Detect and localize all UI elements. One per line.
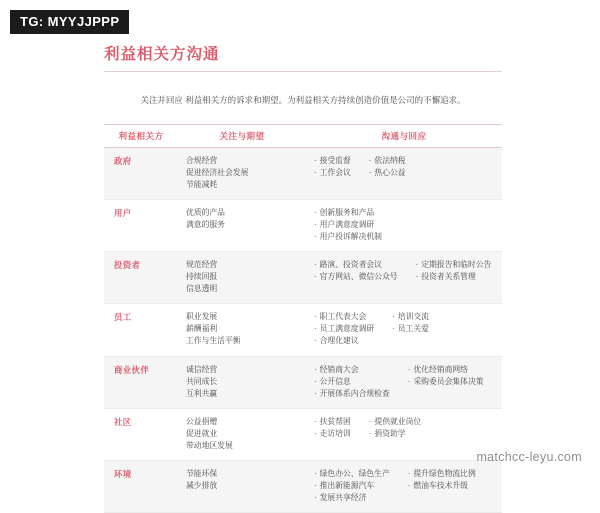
cell-stakeholder-party: 商业伙伴 xyxy=(104,356,178,408)
table-row xyxy=(104,408,502,460)
response-column-left xyxy=(314,468,390,504)
cell-response xyxy=(306,408,502,460)
cell-response xyxy=(306,199,502,251)
expectation-line: 持续回报 xyxy=(186,272,218,282)
response-line: · 员工关爱 xyxy=(392,323,429,335)
response-column-right xyxy=(408,364,484,400)
response-column-left xyxy=(314,207,382,243)
cell-stakeholder-party: 用户 xyxy=(104,199,178,251)
response-column-right xyxy=(369,416,421,440)
expectation-line: 促进就业 xyxy=(186,428,218,438)
cell-stakeholder-party: 环境 xyxy=(104,461,178,513)
response-line: · 捐资助学 xyxy=(369,428,421,440)
response-column-left xyxy=(314,311,374,347)
response-line: · 员工满意度调研 xyxy=(314,323,374,335)
cell-expectations xyxy=(178,304,306,356)
response-line: · 提升绿色物流比例 xyxy=(408,468,476,480)
response-line: · 推出新能源汽车 xyxy=(314,480,390,492)
response-column-left xyxy=(314,155,351,179)
cell-stakeholder-party: 员工 xyxy=(104,304,178,356)
table-row xyxy=(104,461,502,513)
response-line: · 燃油车技术升级 xyxy=(408,480,476,492)
response-column-right xyxy=(369,155,406,179)
cell-response xyxy=(306,252,502,304)
response-line: · 采购委员会集体决策 xyxy=(408,376,484,388)
expectation-line: 共同成长 xyxy=(186,376,218,386)
response-line: · 经销商大会 xyxy=(314,364,390,376)
cell-response xyxy=(306,304,502,356)
cell-response xyxy=(306,356,502,408)
response-column-left xyxy=(314,364,390,400)
expectation-line: 优质的产品 xyxy=(186,207,225,217)
response-line: · 走访培训 xyxy=(314,428,351,440)
table-row xyxy=(104,199,502,251)
cell-expectations xyxy=(178,252,306,304)
cell-expectations xyxy=(178,147,306,199)
response-line: · 培训交流 xyxy=(392,311,429,323)
table-header-row xyxy=(104,124,502,147)
expectation-line: 公益捐赠 xyxy=(186,416,218,426)
response-column-right xyxy=(392,311,429,347)
cell-stakeholder-party: 投资者 xyxy=(104,252,178,304)
intro-paragraph: 关注并回应 利益相关方的诉求和期望。为利益相关方持续创造价值是公司的不懈追求。 xyxy=(140,95,466,105)
response-line: · 路演、投资者会议 xyxy=(314,259,398,271)
column-header-response: 沟通与回应 xyxy=(306,124,502,147)
response-line: · 用户满意度调研 xyxy=(314,219,382,231)
table-row xyxy=(104,304,502,356)
cell-response xyxy=(306,461,502,513)
expectation-line: 工作与生活平衡 xyxy=(186,336,241,346)
expectation-line: 职业发展 xyxy=(186,312,218,322)
response-line: · 定期报告和临时公告 xyxy=(416,259,492,271)
response-line: · 绿色办公、绿色生产 xyxy=(314,468,390,480)
response-line: · 发展共享经济 xyxy=(314,492,390,504)
table-header xyxy=(104,124,502,147)
cell-expectations xyxy=(178,356,306,408)
table-body xyxy=(104,147,502,513)
cell-expectations xyxy=(178,199,306,251)
cell-expectations xyxy=(178,408,306,460)
expectation-line: 合规经营 xyxy=(186,155,218,165)
response-line: · 创新服务和产品 xyxy=(314,207,382,219)
expectation-line: 带动地区发展 xyxy=(186,440,233,450)
response-line: · 接受监督 xyxy=(314,155,351,167)
title-divider xyxy=(104,71,502,72)
response-line: · 扶贫帮困 xyxy=(314,416,351,428)
response-line: · 开展体系内合规检查 xyxy=(314,388,390,400)
expectation-line: 信息透明 xyxy=(186,284,218,294)
response-line: · 官方网站、微信公众号 xyxy=(314,271,398,283)
cell-expectations xyxy=(178,461,306,513)
page-title: 利益相关方沟通 xyxy=(104,46,220,63)
response-line: · 职工代表大会 xyxy=(314,311,374,323)
table-row xyxy=(104,252,502,304)
expectation-line: 诚信经营 xyxy=(186,364,218,374)
expectation-line: 节能环保 xyxy=(186,469,218,478)
response-line: · 投资者关系管理 xyxy=(416,271,492,283)
response-line: · 工作会议 xyxy=(314,167,351,179)
site-watermark: matchcc-leyu.com xyxy=(476,450,582,464)
telegram-watermark-badge: TG: MYYJJPPP xyxy=(10,10,129,34)
response-line: · 提供就业岗位 xyxy=(369,416,421,428)
stakeholder-table xyxy=(104,124,502,513)
response-column-left xyxy=(314,416,351,440)
response-line: · 优化经销商网络 xyxy=(408,364,484,376)
expectation-line: 满意的服务 xyxy=(186,219,225,229)
expectation-line: 互利共赢 xyxy=(186,388,218,398)
response-line: · 合理化建议 xyxy=(314,335,374,347)
response-line: · 用户投诉解决机制 xyxy=(314,231,382,243)
response-line: · 公开信息 xyxy=(314,376,390,388)
expectation-line: 促进经济社会发展 xyxy=(186,167,249,177)
column-header-expectations: 关注与期望 xyxy=(178,124,306,147)
cell-stakeholder-party: 政府 xyxy=(104,147,178,199)
response-column-right xyxy=(408,468,476,504)
table-row xyxy=(104,356,502,408)
expectation-line: 节能减耗 xyxy=(186,179,218,189)
expectation-line: 减少排放 xyxy=(186,481,218,491)
cell-response xyxy=(306,147,502,199)
expectation-line: 薪酬福利 xyxy=(186,324,218,334)
response-line: · 热心公益 xyxy=(369,167,406,179)
response-column-left xyxy=(314,259,398,283)
response-line: · 依法纳税 xyxy=(369,155,406,167)
table-row xyxy=(104,147,502,199)
expectation-line: 规范经营 xyxy=(186,260,218,270)
cell-stakeholder-party: 社区 xyxy=(104,408,178,460)
column-header-party: 利益相关方 xyxy=(104,124,178,147)
response-column-right xyxy=(416,259,492,283)
